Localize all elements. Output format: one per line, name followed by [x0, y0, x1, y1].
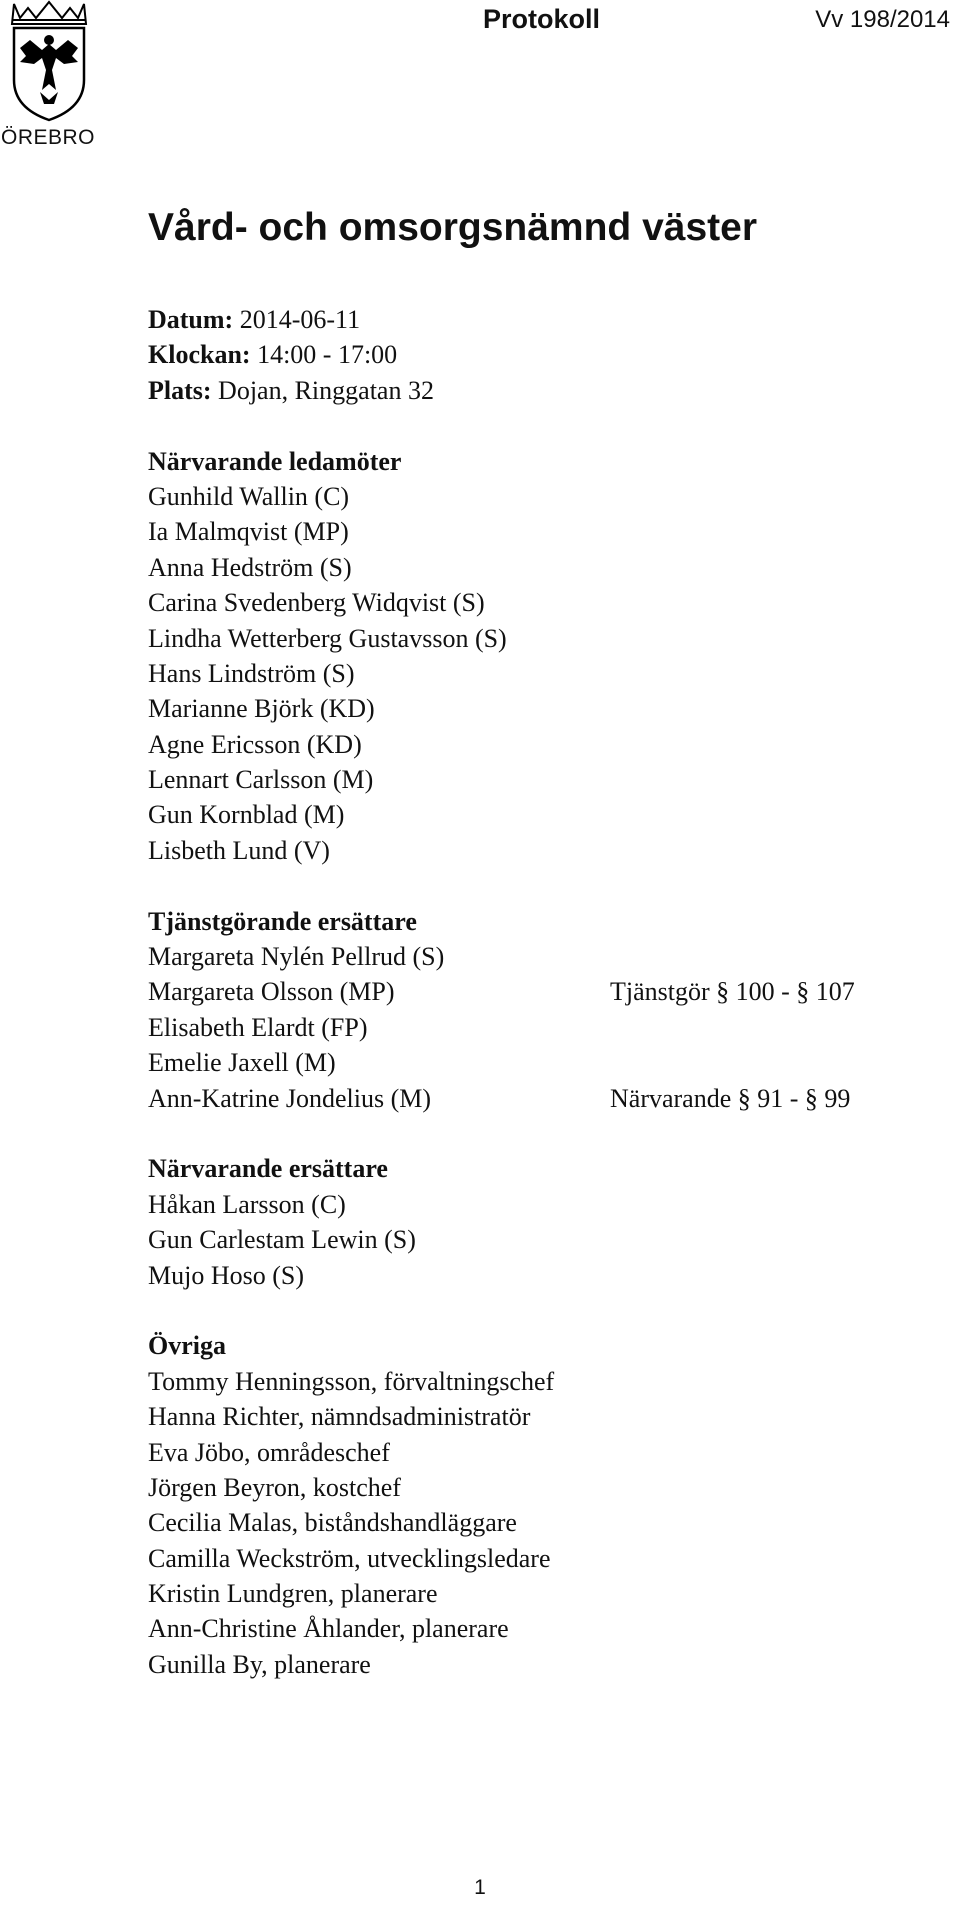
list-item [148, 1081, 928, 1116]
list-item: Lennart Carlsson (M) [148, 765, 374, 795]
list-item: Ann-Christine Åhlander, planerare [148, 1614, 509, 1644]
plats-value: Dojan, Ringgatan 32 [218, 375, 434, 405]
list-item: Camilla Weckström, utvecklingsledare [148, 1543, 551, 1573]
meta-klockan [148, 337, 928, 372]
list-item: Eva Jöbo, områdeschef [148, 1437, 390, 1467]
list-item: Anna Hedström (S) [148, 552, 352, 582]
section-heading-ersattare: Närvarande ersättare [148, 1154, 388, 1184]
list-item: Carina Svedenberg Widqvist (S) [148, 588, 485, 618]
list-item: Jörgen Beyron, kostchef [148, 1472, 401, 1502]
list-item [148, 974, 928, 1009]
logo-text: ÖREBRO [0, 126, 95, 149]
attendance-note: Närvarande § 91 - § 99 [610, 1083, 851, 1113]
list-item: Cecilia Malas, biståndshandläggare [148, 1508, 517, 1538]
section-heading-tjanstgorande: Tjänstgörande ersättare [148, 906, 417, 936]
list-item: Agne Ericsson (KD) [148, 729, 362, 759]
list-item: Lisbeth Lund (V) [148, 835, 330, 865]
list-item [148, 939, 928, 974]
attendance-note: Tjänstgör § 100 - § 107 [610, 977, 855, 1007]
list-item: Gunilla By, planerare [148, 1649, 371, 1679]
datum-label: Datum: [148, 305, 234, 334]
list-item: Gunhild Wallin (C) [148, 481, 350, 511]
member-name: Margareta Olsson (MP) [148, 977, 395, 1007]
member-name: Margareta Nylén Pellrud (S) [148, 942, 445, 972]
list-item: Håkan Larsson (C) [148, 1189, 346, 1219]
page-title: Vård- och omsorgsnämnd väster [148, 206, 757, 249]
list-item: Mujo Hoso (S) [148, 1260, 305, 1290]
section-heading-ledamoter: Närvarande ledamöter [148, 446, 402, 476]
member-name: Elisabeth Elardt (FP) [148, 1012, 368, 1042]
member-name: Emelie Jaxell (M) [148, 1048, 336, 1078]
list-item: Hans Lindström (S) [148, 658, 355, 688]
protocol-body [148, 302, 928, 1682]
list-item: Hanna Richter, nämndsadministratör [148, 1402, 531, 1432]
member-name: Ann-Katrine Jondelius (M) [148, 1083, 432, 1113]
meta-plats [148, 373, 928, 408]
list-item [148, 1010, 928, 1045]
datum-value: 2014-06-11 [239, 305, 361, 334]
list-item: Ia Malmqvist (MP) [148, 517, 349, 547]
plats-label: Plats: [148, 375, 212, 405]
page-number: 1 [474, 1876, 486, 1899]
list-item: Gun Carlestam Lewin (S) [148, 1225, 416, 1255]
klockan-value: 14:00 - 17:00 [257, 340, 398, 370]
list-item: Tommy Henningsson, förvaltningschef [148, 1366, 555, 1396]
list-item: Marianne Björk (KD) [148, 694, 375, 724]
section-heading-ovriga: Övriga [148, 1331, 226, 1361]
document-reference: Vv 198/2014 [815, 6, 950, 33]
klockan-label: Klockan: [148, 340, 251, 370]
list-item: Kristin Lundgren, planerare [148, 1579, 438, 1609]
document-type-label: Protokoll [483, 4, 601, 34]
list-item [148, 1045, 928, 1080]
list-item: Lindha Wetterberg Gustavsson (S) [148, 623, 507, 653]
meta-datum [148, 302, 928, 337]
list-item: Gun Kornblad (M) [148, 800, 345, 830]
